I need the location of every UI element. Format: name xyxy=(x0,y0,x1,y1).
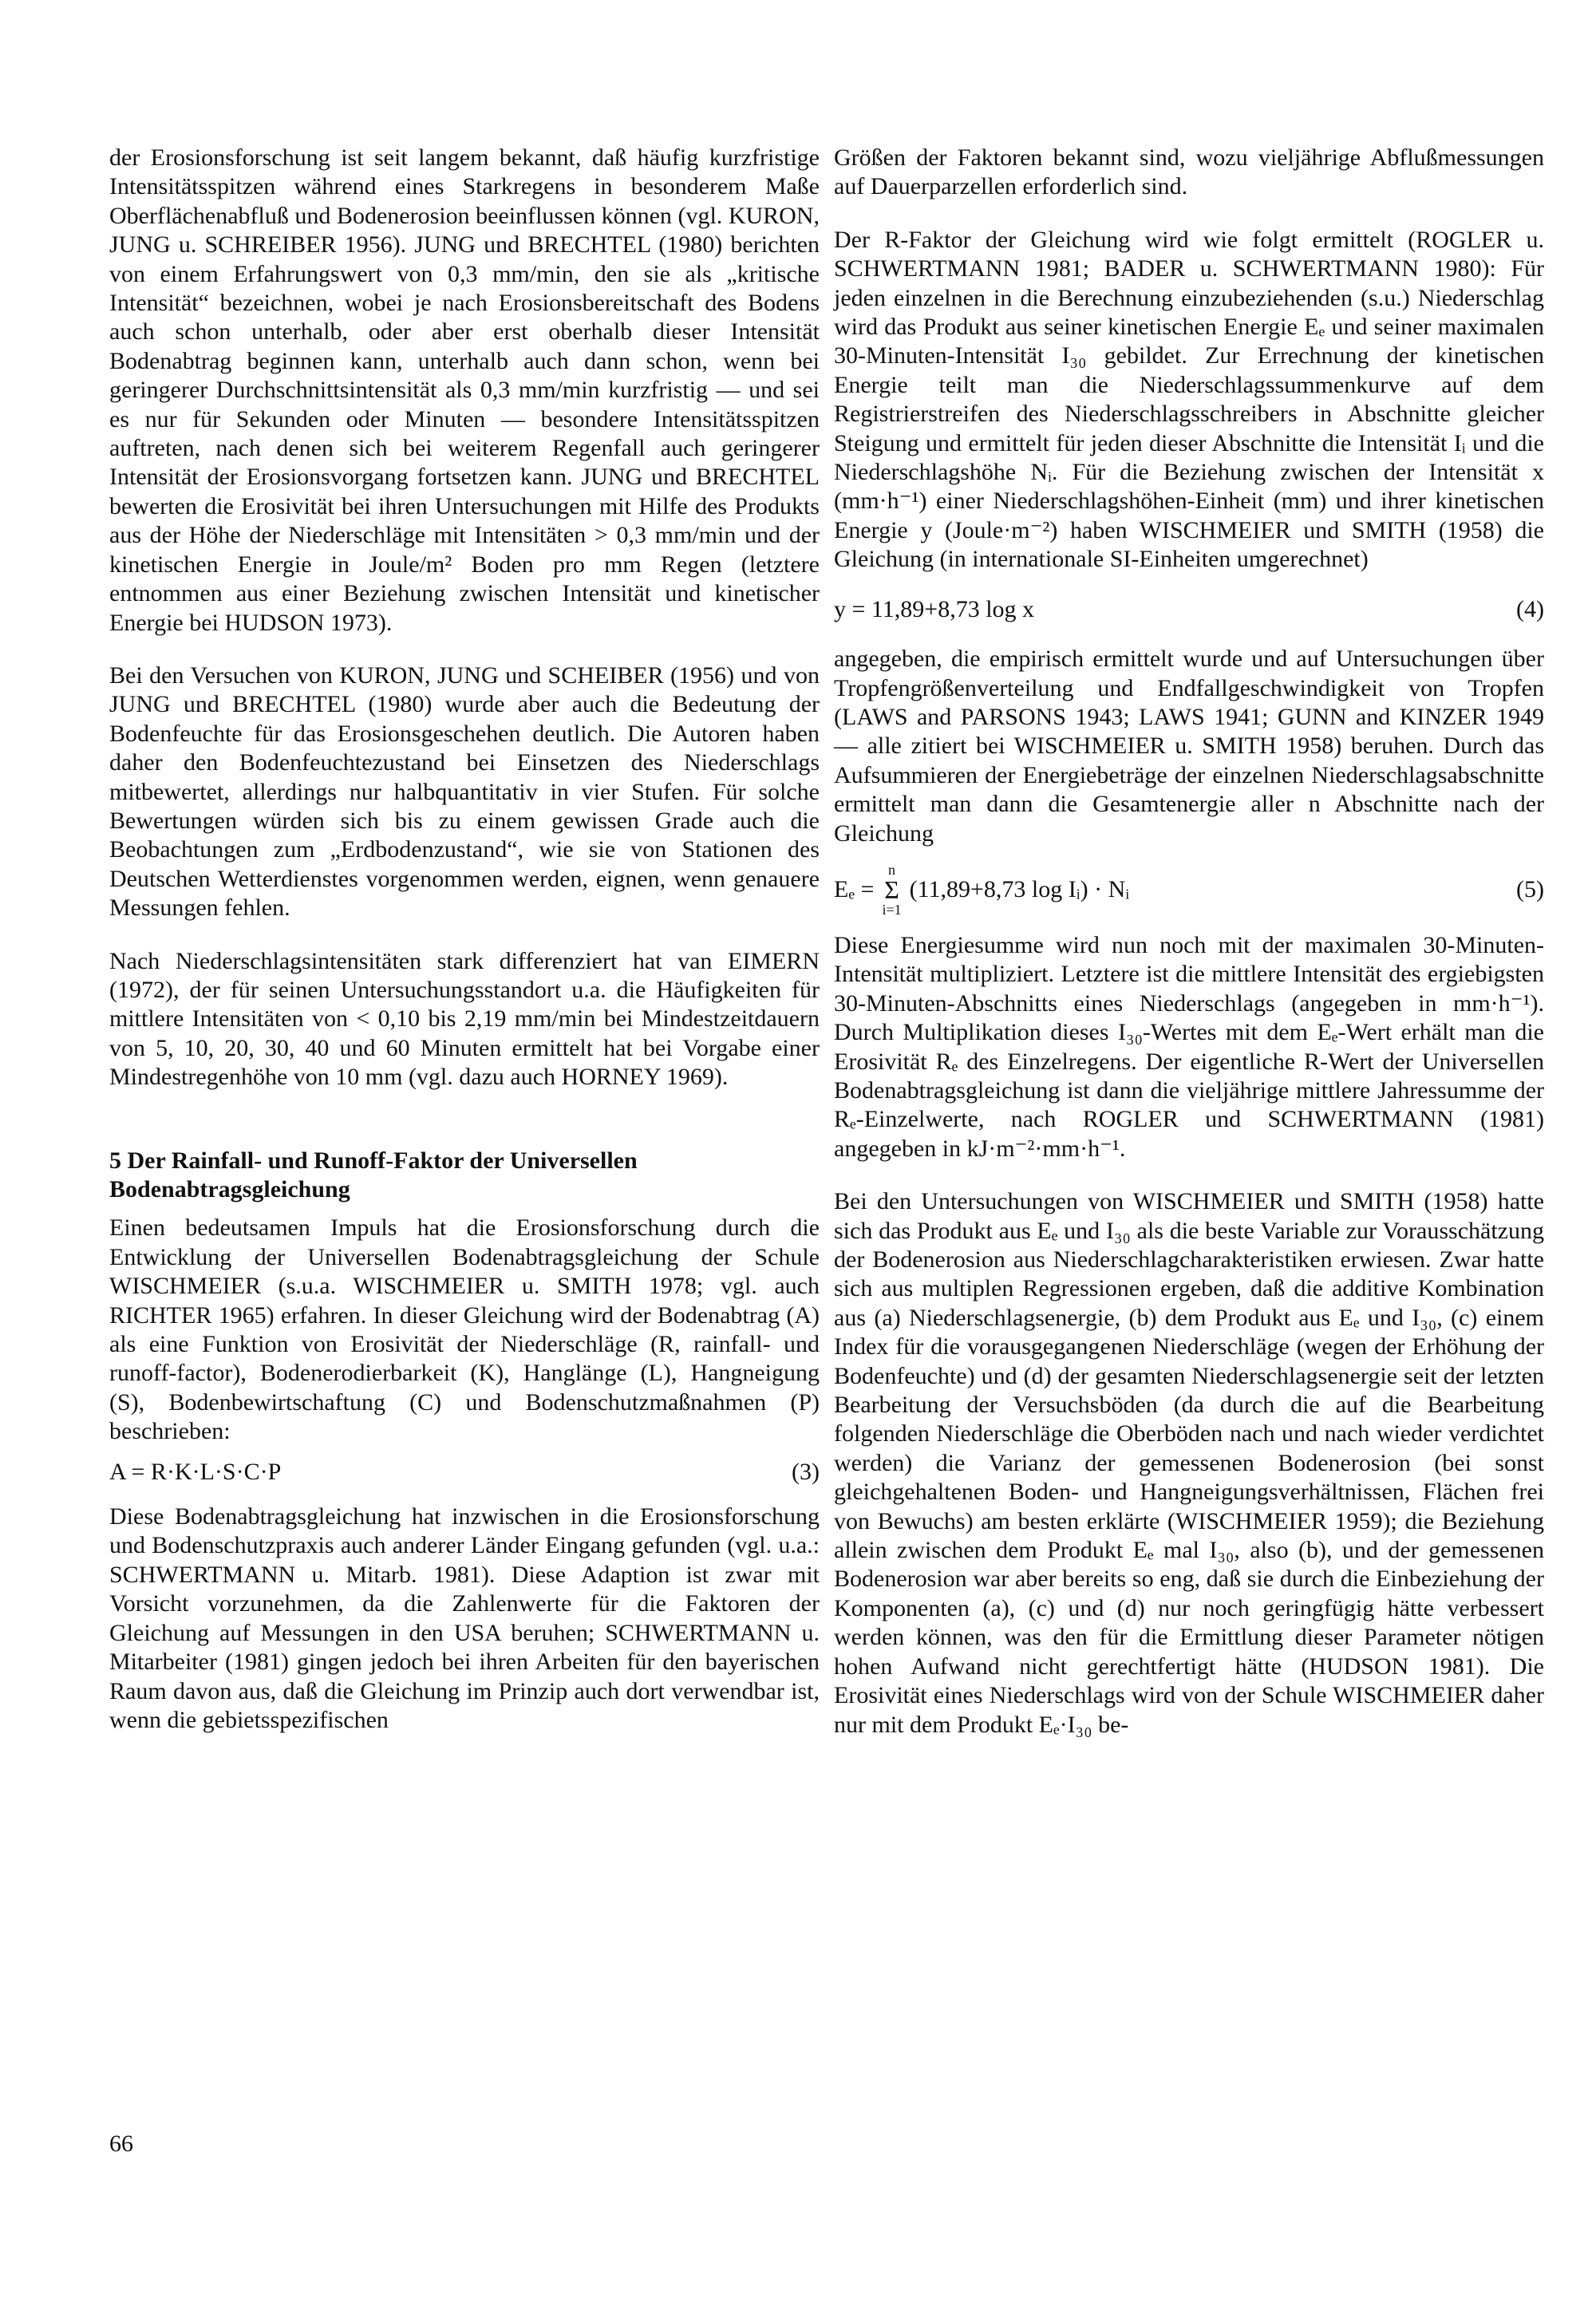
equation-3-number: (3) xyxy=(792,1458,820,1485)
left-paragraph-2: Bei den Versuchen von KURON, JUNG und SCHEIBER (1956) und von JUNG und BRECHTEL (1980) wurde aber auch die Bedeutung der Bodenfeuchte für das Erosionsgeschehen deutlich. Die Autoren haben daher den Bodenfeuchtezustand bei Einsetzen des Niederschlags mitbewertet, allerdings nur halbquantitativ in vier Stufen. Für solche Bewertungen würden sich bis zu einem gewissen Grade auch die Beobachtungen zum „Erdbodenzustand“, wie sie von Stationen des Deutschen Wetterdienstes vorgenommen werden, eignen, wenn genauere Messungen fehlen. xyxy=(109,661,820,922)
right-paragraph-1: Größen der Faktoren bekannt sind, wozu vieljährige Abflußmessungen auf Dauerparzellen erforderlich sind. xyxy=(834,144,1544,200)
equation-3 xyxy=(109,1458,820,1487)
sum-upper-limit: n xyxy=(888,861,896,878)
left-paragraph-4: Einen bedeutsamen Impuls hat die Erosionsforschung durch die Entwicklung der Universellen Bodenabtragsgleichung der Schule WISCHMEIER (s.u.a. WISCHMEIER u. SMITH 1978; vgl. auch RICHTER 1965) erfahren. In dieser Gleichung wird der Bodenabtrag (A) als eine Funktion von Erosivität der Niederschläge (R, rainfall- und runoff-factor), Bodenerodierbarkeit (K), Hanglänge (L), Hangneigung (S), Bodenbewirtschaftung (C) und Bodenschutzmaßnahmen (P) beschrieben: xyxy=(109,1214,820,1445)
equation-5 xyxy=(834,863,1544,917)
right-column xyxy=(834,144,1544,1763)
equation-4 xyxy=(834,595,1544,624)
right-paragraph-4: Diese Energiesumme wird nun noch mit der maximalen 30-Minuten-Intensität multipliziert. Letztere ist die mittlere Intensität des ergiebigsten 30-Minuten-Abschnitts eines Niederschlags (angegeben in mm·h⁻¹). Durch Multiplikation dieses I₃₀-Wertes mit dem Eₑ-Wert erhält man die Erosivität Rₑ des Einzelregens. Der eigentliche R-Wert der Universellen Bodenabtragsgleichung ist dann die vieljährige mittlere Jahressumme der Rₑ-Einzelwerte, nach ROGLER und SCHWERTMANN (1981) angegeben in kJ·m⁻²·mm·h⁻¹. xyxy=(834,931,1544,1162)
sigma-glyph: Σ xyxy=(884,875,899,904)
left-column xyxy=(109,144,820,1759)
equation-5-number: (5) xyxy=(1516,875,1544,902)
summation-symbol xyxy=(882,863,901,917)
right-paragraph-3: angegeben, die empirisch ermittelt wurde und auf Untersuchungen über Tropfengrößenverteilung und Endfallgeschwindigkeit von Tropfen (LAWS and PARSONS 1943; LAWS 1941; GUNN and KINZER 1949 — alle zitiert bei WISCHMEIER u. SMITH 1958) beruhen. Durch das Aufsummieren der Energiebeträge der einzelnen Niederschlagsabschnitte ermittelt man dann die Gesamtenergie aller n Abschnitte nach der Gleichung xyxy=(834,646,1544,847)
sum-lower-limit: i=1 xyxy=(882,901,902,918)
equation-4-number: (4) xyxy=(1516,595,1544,622)
page-number: 66 xyxy=(109,2130,133,2157)
section-heading: 5 Der Rainfall- und Runoff-Faktor der Universellen Bodenabtragsgleichung xyxy=(109,1147,638,1202)
equation-4-formula: y = 11,89+8,73 log x xyxy=(834,595,1035,622)
right-paragraph-5: Bei den Untersuchungen von WISCHMEIER und SMITH (1958) hatte sich das Produkt aus Eₑ und I₃₀ als die beste Variable zur Vorausschätzung der Bodenerosion aus Niederschlagcharakteristiken erwiesen. Zwar hatte sich aus multiplen Regressionen ergeben, daß die additive Kombination aus (a) Niederschlagsenergie, (b) dem Produkt aus Eₑ und I₃₀, (c) einem Index für die vorausgegangenen Niederschläge (wegen der Erhöhung der Bodenfeuchte) und (d) der gesamten Niederschlagsenergie seit der letzten Bearbeitung der Versuchsböden (da durch die auf die Bearbeitung folgenden Niederschläge die Oberböden nach und nach wieder verdichtet werden) die Varianz der gemessenen Bodenerosion (bei sonst gleichgehaltenen Boden- und Hangneigungsverhältnissen, Flächen frei von Bewuchs) am besten erklärte (WISCHMEIER 1959); die Beziehung allein zwischen dem Produkt Eₑ mal I₃₀, also (b), und der gemessenen Bodenerosion war aber bereits so eng, daß sie durch die Einbeziehung der Komponenten (a), (c) und (d) nur noch geringfügig hätte verbessert werden können, was den für die Ermittlung dieser Parameter nötigen hohen Aufwand nicht gerechtfertigt hätte (HUDSON 1981). Die Erosivität eines Niederschlags wird von der Schule WISCHMEIER daher nur mit dem Produkt Eₑ·I₃₀ be- xyxy=(834,1188,1544,1738)
left-paragraph-5: Diese Bodenabtragsgleichung hat inzwischen in die Erosionsforschung und Bodenschutzpraxis auch anderer Länder Eingang gefunden (vgl. u.a.: SCHWERTMANN u. Mitarb. 1981). Diese Adaption ist zwar mit Vorsicht vorzunehmen, da die Zahlenwerte für die Faktoren der Gleichung auf Messungen in den USA beruhen; SCHWERTMANN u. Mitarbeiter (1981) gingen jedoch bei ihren Arbeiten für den bayerischen Raum davon aus, daß die Gleichung im Prinzip auch dort verwendbar ist, wenn die gebietsspezifischen xyxy=(109,1503,820,1733)
left-paragraph-1: der Erosionsforschung ist seit langem bekannt, daß häufig kurzfristige Intensitätsspitzen während eines Starkregens in besonderem Maße Oberflächenabfluß und Bodenerosion beeinflussen können (vgl. KURON, JUNG u. SCHREIBER 1956). JUNG und BRECHTEL (1980) berichten von einem Erfahrungswert von 0,3 mm/min, den sie als „kritische Intensität“ bezeichnen, wobei je nach Erosionsbereitschaft des Bodens auch schon unterhalb, oder aber erst oberhalb dieser Intensität Bodenabtrag beginnen kann, unterhalb auch dann schon, wenn bei geringerer Durchschnittsintensität als 0,3 mm/min kurzfristig — und sei es nur für Sekunden oder Minuten — besondere Intensitätsspitzen auftreten, nach denen sich bei weiterem Regenfall auch geringerer Intensität der Erosionsvorgang fortsetzen kann. JUNG und BRECHTEL bewerten die Erosivität bei ihren Untersuchungen mit Hilfe des Produkts aus der Höhe der Niederschläge mit Intensitäten > 0,3 mm/min und der kinetischen Energie in Joule/m² Boden pro mm Regen (letztere entnommen aus einer Beziehung zwischen Intensität und kinetischer Energie bei HUDSON 1973). xyxy=(109,144,820,636)
equation-3-formula: A = R·K·L·S·C·P xyxy=(109,1458,282,1485)
equation-5-formula xyxy=(834,863,1129,917)
right-paragraph-2: Der R-Faktor der Gleichung wird wie folgt ermittelt (ROGLER u. SCHWERTMANN 1981; BADER u. SCHWERTMANN 1980): Für jeden einzelnen in die Berechnung einzubeziehenden (s.u.) Niederschlag wird das Produkt aus seiner kinetischen Energie Eₑ und seiner maximalen 30-Minuten-Intensität I₃₀ gebildet. Zur Errechnung der kinetischen Energie teilt man die Niederschlagssummenkurve auf dem Registrierstreifen des Niederschlagsschreibers in Abschnitte gleicher Steigung und ermittelt für jeden dieser Abschnitte die Intensität Iᵢ und die Niederschlagshöhe Nᵢ. Für die Beziehung zwischen der Intensität x (mm·h⁻¹) einer Niederschlagshöhen-Einheit (mm) und ihrer kinetischen Energie y (Joule·m⁻²) haben WISCHMEIER und SMITH (1958) die Gleichung (in internationale SI-Einheiten umgerechnet) xyxy=(834,226,1544,573)
left-paragraph-3: Nach Niederschlagsintensitäten stark differenziert hat van EIMERN (1972), der für seinen Untersuchungsstandort u.a. die Häufigkeiten für mittlere Intensitäten von < 0,10 bis 2,19 mm/min bei Mindestzeitdauern von 5, 10, 20, 30, 40 und 60 Minuten ermittelt hat bei Vorgabe einer Mindestregenhöhe von 10 mm (vgl. dazu auch HORNEY 1969). xyxy=(109,947,820,1091)
equation-5-lhs: Eₑ = xyxy=(834,875,875,902)
equation-5-rhs: (11,89+8,73 log Iᵢ) · Nᵢ xyxy=(909,875,1130,902)
